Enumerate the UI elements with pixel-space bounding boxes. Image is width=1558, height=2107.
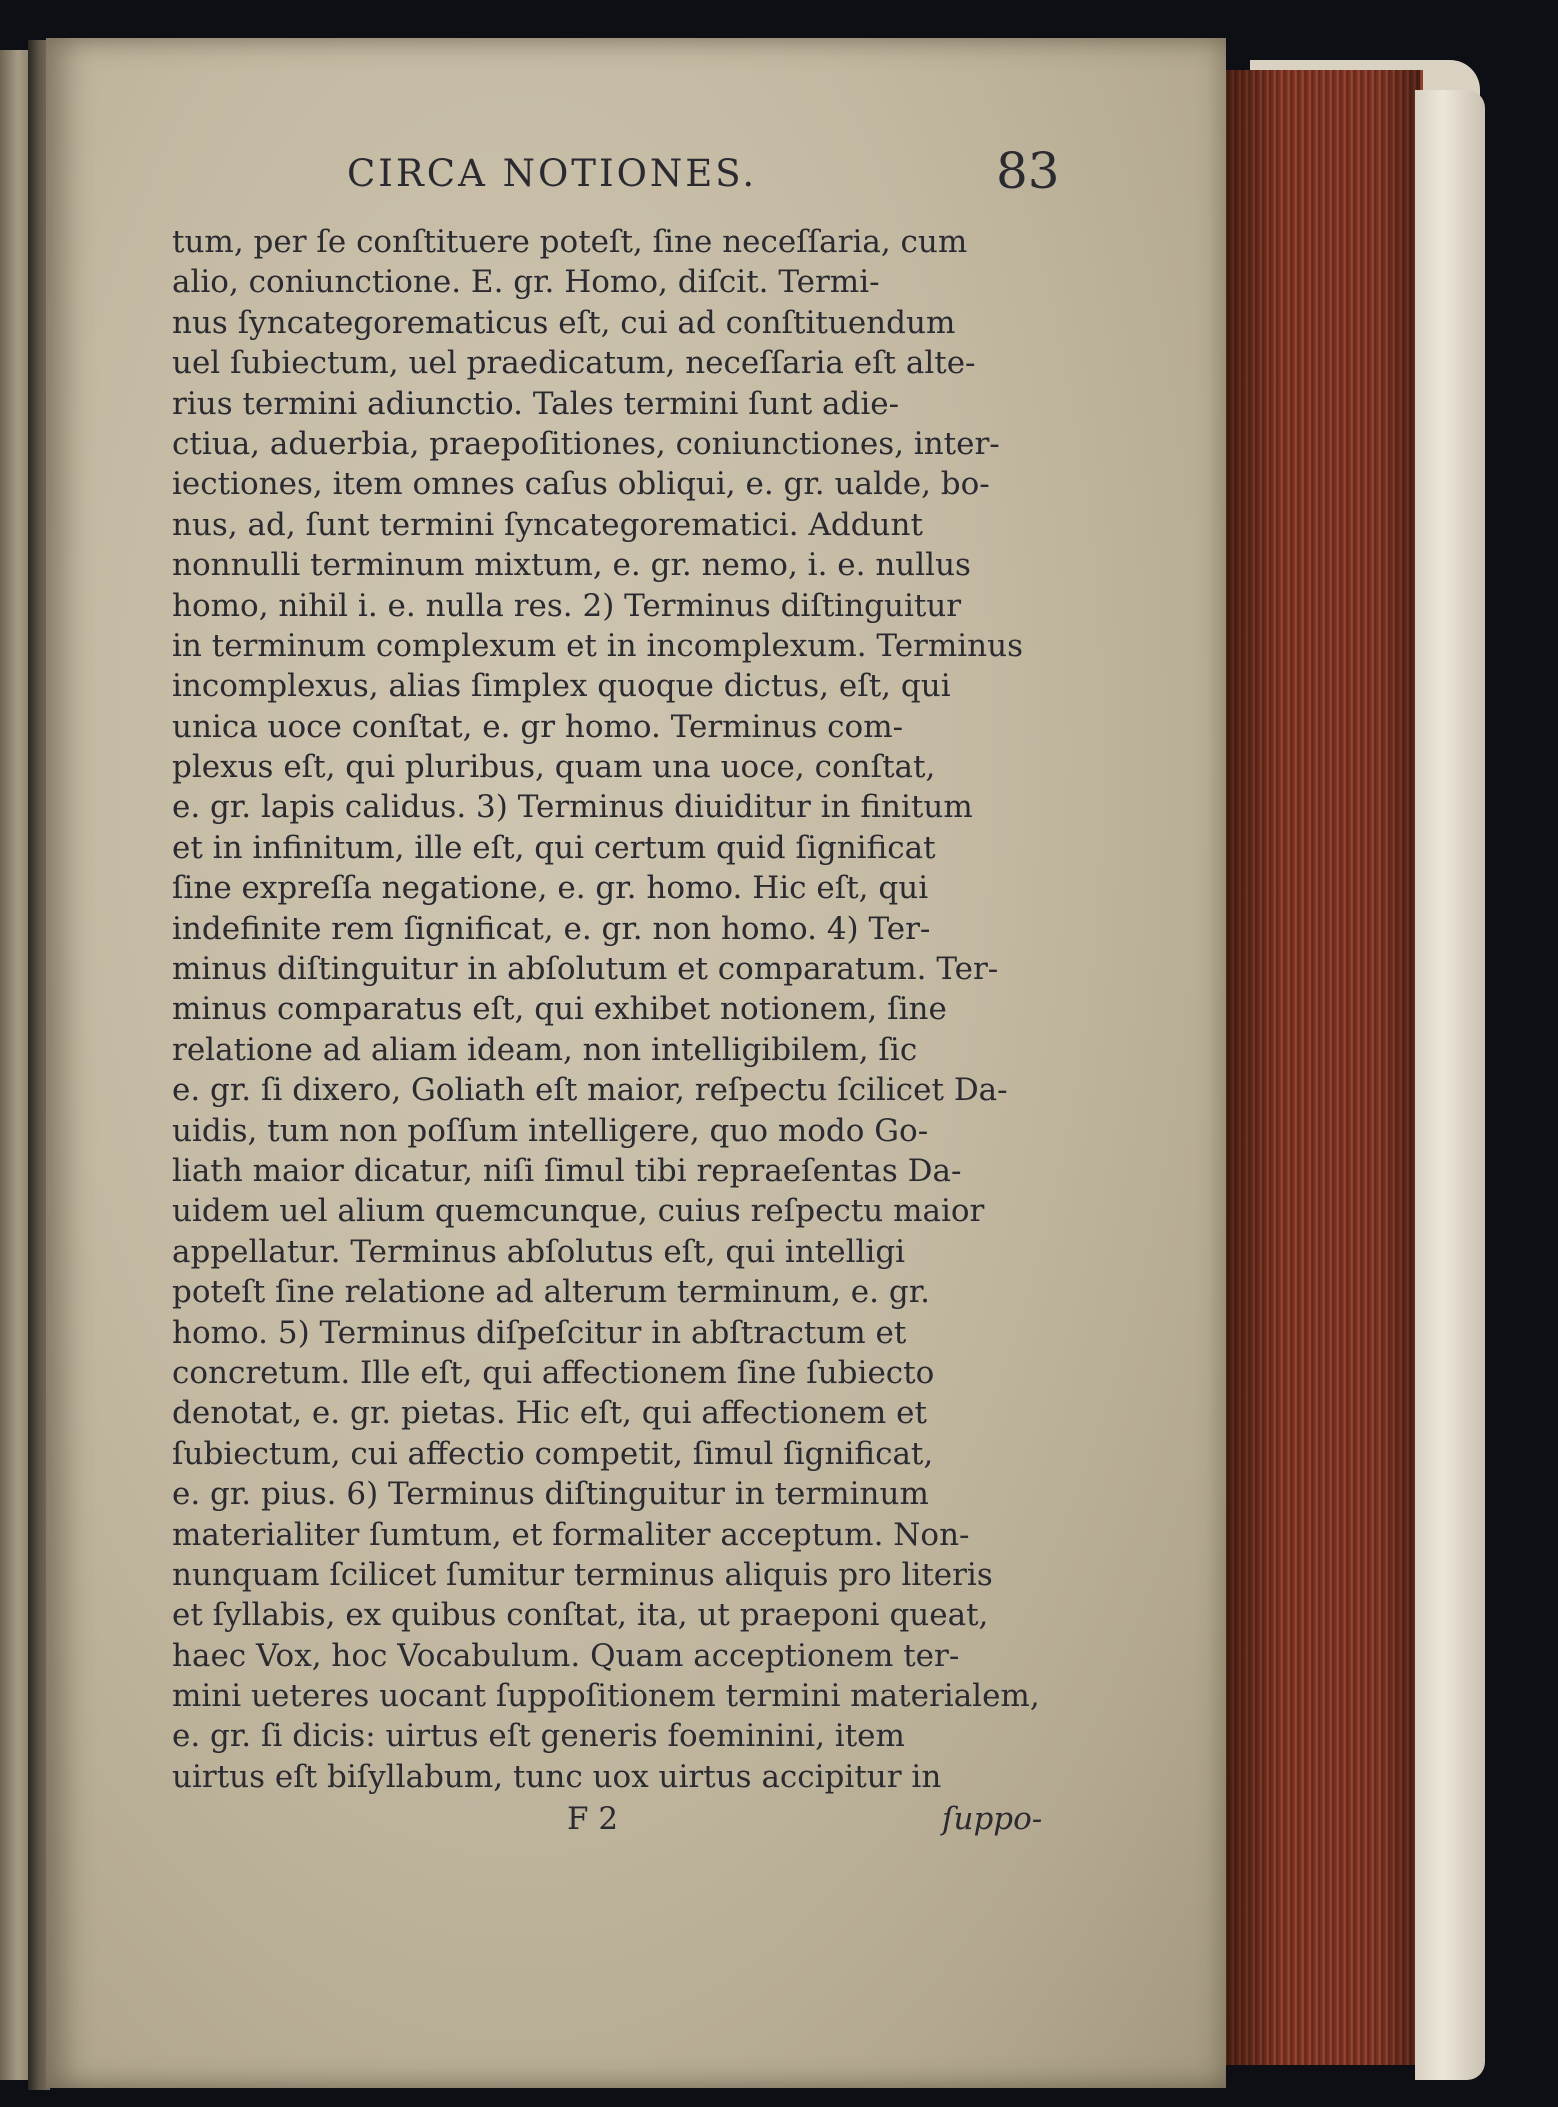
text-line: homo, nihil i. e. nulla res. 2) Terminus diſtinguitur xyxy=(172,587,962,624)
text-line: e. gr. lapis calidus. 3) Terminus diuiditur in finitum xyxy=(172,789,973,826)
text-line: alio, coniunctione. E. gr. Homo, diſcit. Termi- xyxy=(172,264,880,301)
text-line: e. gr. ſi dicis: uirtus eſt generis foeminini, item xyxy=(172,1718,905,1755)
text-line: mini ueteres uocant ſuppoſitionem termini materialem, xyxy=(172,1678,1040,1715)
body-text xyxy=(172,222,1072,1797)
text-line: concretum. Ille eſt, qui affectionem ſine ſubiecto xyxy=(172,1354,935,1391)
text-line: incomplexus, alias ſimplex quoque dictus, eſt, qui xyxy=(172,668,951,705)
text-line: materialiter ſumtum, et formaliter acceptum. Non- xyxy=(172,1516,970,1553)
text-line: tum, per ſe conſtituere poteſt, ſine neceſſaria, cum xyxy=(172,224,968,260)
text-line: uel ſubiectum, uel praedicatum, neceſſaria eſt alte- xyxy=(172,345,976,382)
text-line: relatione ad aliam ideam, non intelligibilem, ſic xyxy=(172,1031,918,1068)
text-line: et in infinitum, ille eſt, qui certum quid ſignificat xyxy=(172,829,936,866)
signature-mark: F 2 xyxy=(567,1801,619,1838)
text-line: unica uoce conſtat, e. gr homo. Terminus com- xyxy=(172,708,904,745)
text-line: in terminum complexum et in incomplexum. Terminus xyxy=(172,627,1024,664)
page-footer xyxy=(172,1801,1072,1845)
text-line: appellatur. Terminus abſolutus eſt, qui intelligi xyxy=(172,1233,906,1270)
page-number: 83 xyxy=(996,142,1060,200)
previous-page-edge xyxy=(0,50,30,2080)
text-line: nus ſyncategorematicus eſt, cui ad conſtituendum xyxy=(172,304,956,341)
page-text-block xyxy=(172,138,1072,1845)
text-line: minus diſtinguitur in abſolutum et comparatum. Ter- xyxy=(172,951,999,988)
text-line: ſubiectum, cui affectio competit, ſimul ſignificat, xyxy=(172,1435,934,1472)
text-line: nus, ad, ſunt termini ſyncategorematici. Addunt xyxy=(172,506,923,543)
text-line: nonnulli terminum mixtum, e. gr. nemo, i. e. nullus xyxy=(172,547,971,584)
text-line: iectiones, item omnes caſus obliqui, e. gr. ualde, bo- xyxy=(172,466,990,503)
text-line: indefinite rem ſignificat, e. gr. non homo. 4) Ter- xyxy=(172,910,931,947)
text-line: liath maior dicatur, niſi ſimul tibi repraeſentas Da- xyxy=(172,1152,962,1189)
text-line: uidem uel alium quemcunque, cuius reſpectu maior xyxy=(172,1193,985,1230)
running-title: CIRCA NOTIONES. xyxy=(347,152,758,195)
text-line: ſine expreſſa negatione, e. gr. homo. Hic eſt, qui xyxy=(172,870,929,907)
running-head xyxy=(172,138,1072,216)
text-line: homo. 5) Terminus diſpeſcitur in abſtractum et xyxy=(172,1314,907,1351)
text-line: e. gr. ſi dixero, Goliath eſt maior, reſpectu ſcilicet Da- xyxy=(172,1072,1008,1109)
text-line: et ſyllabis, ex quibus conſtat, ita, ut praeponi queat, xyxy=(172,1597,989,1634)
text-line: nunquam ſcilicet ſumitur terminus aliquis pro literis xyxy=(172,1556,993,1593)
book-cover-board xyxy=(1415,90,1485,2080)
text-line: rius termini adiunctio. Tales termini ſunt adie- xyxy=(172,385,900,422)
page-stack-shadow xyxy=(1220,70,1420,2065)
text-line: haec Vox, hoc Vocabulum. Quam acceptionem ter- xyxy=(172,1637,960,1674)
text-line: e. gr. pius. 6) Terminus diſtinguitur in terminum xyxy=(172,1476,929,1513)
text-line: denotat, e. gr. pietas. Hic eſt, qui affectionem et xyxy=(172,1395,927,1432)
text-line: ctiua, aduerbia, praepoſitiones, coniunctiones, inter- xyxy=(172,425,1000,462)
text-line: uirtus eſt biſyllabum, tunc uox uirtus accipitur in xyxy=(172,1758,942,1795)
text-line: poteſt ſine relatione ad alterum terminum, e. gr. xyxy=(172,1274,930,1311)
text-line: plexus eſt, qui pluribus, quam una uoce, conſtat, xyxy=(172,749,936,786)
text-line: uidis, tum non poſſum intelligere, quo modo Go- xyxy=(172,1112,929,1149)
catchword: ſuppo- xyxy=(942,1801,1043,1838)
text-line: minus comparatus eſt, qui exhibet notionem, ſine xyxy=(172,991,947,1028)
